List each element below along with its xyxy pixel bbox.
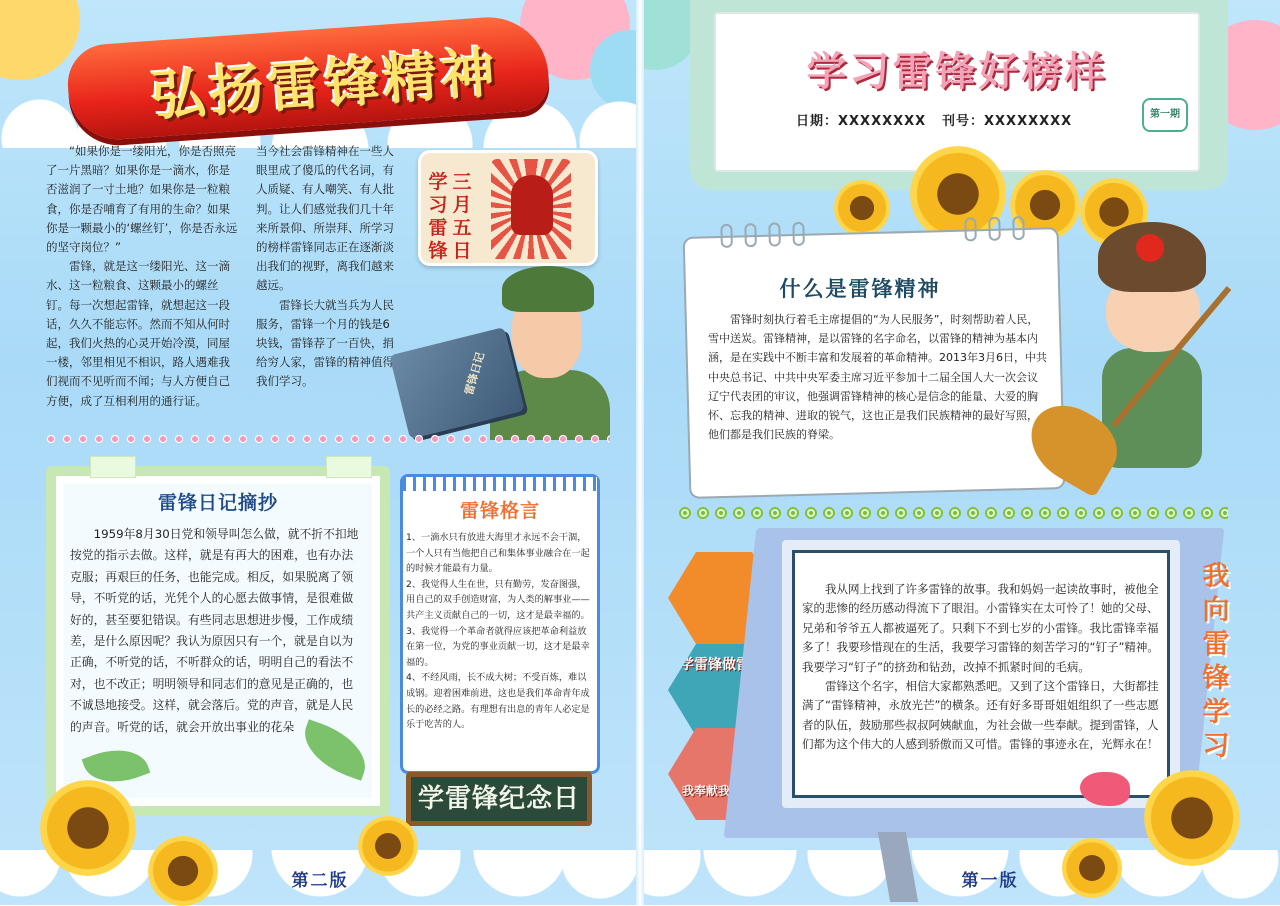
tape-decor (90, 456, 136, 478)
paragraph: 雷锋，就是这一缕阳光、这一滴水、这一粒粮食、这颗最小的螺丝钉。每一次想起雷锋，就想起这一段话，久久不能忘怀。然而不知从何时起，我们火热的心灵开始冷漠，同屋一楼，邻里相见不相识，路人遇难我们视而不见听而不闻；与人方便自己方便，成了互相利用的通行证。 (46, 257, 240, 411)
paragraph: 我从网上找到了许多雷锋的故事。我和妈妈一起读故事时，被他全家的悲惨的经历感动得流下了眼泪。小雷锋实在太可怜了！她的父母、兄弟和爷爷五人都被逼死了。只剩下不到七岁的小雷锋。我比雷锋幸福多了！我要珍惜现在的生活，我要学习雷锋的刻苦学习的“钉子”精神。我要学习“钉子”的挤劲和钻劲，改掉不抓紧时间的毛病。 (802, 580, 1164, 677)
issue-label: 刊号：XXXXXXXX (942, 110, 1072, 129)
sunflower-icon (148, 836, 218, 906)
paragraph: 雷锋时刻执行着毛主席提倡的“为人民服务”，时刻帮助着人民，雪中送炭。雷锋精神，是以雷锋的名字命名，以雷锋的精神为基本内涵，是在实践中不断丰富和发展着的革命精神。2013年3月6日，中共中央总书记、中共中央军委主席习近平参加十二届全国人大一次会议辽宁代表团的审议，他强调雷锋精神的核心是信念的能量、大爱的胸怀、忘我的精神、进取的锐气，这也正是我们民族精神的最好写照，他们都是我们民族的脊梁。 (708, 310, 1048, 444)
flower-divider (44, 432, 610, 446)
motto-title: 雷锋格言 (404, 496, 596, 523)
hex-label: 我奉献我快乐 (682, 782, 754, 799)
diary-text (70, 524, 360, 738)
intro-column-2 (256, 142, 400, 392)
sunflower-icon (40, 780, 136, 876)
issue-badge: 第一期 (1142, 98, 1188, 132)
motto-list (406, 530, 594, 733)
page-label-left: 第二版 (250, 866, 390, 891)
stamp-text-1: 学习雷锋 (427, 171, 449, 263)
tape-decor (326, 456, 372, 478)
hex-label: 学雷锋做雷锋 (680, 654, 764, 674)
what-is-text (708, 310, 1048, 444)
banner-title: 弘扬雷锋精神 (93, 26, 557, 135)
commemoration-chalkboard: 学雷锋纪念日 (406, 772, 592, 826)
spiral-binding (403, 477, 597, 491)
red-star-icon (1136, 234, 1164, 262)
date-label: 日期：XXXXXXXX (796, 110, 926, 129)
paragraph: 1959年8月30日党和领导叫怎么做，就不折不扣地按党的指示去做。这样，就是有再大的困难，也有办法克服；再艰巨的任务，也能完成。相反，如果脱离了领导，不听党的话，光凭个人的心愿去做事情，是很难做好的，甚至要犯错误。有些同志思想进步慢，工作成绩差，是什么原因呢？我认为原因只有一个，就是自以为正确，不听党的话，不听群众的话，明明自己的看法不对，也不改正；明明领导和同志们的意见是正确的，也不诚恳地接受。这样，就会落后。党的声音，就是人民的声音。听党的话，就会开放出事业的花朵 (70, 524, 360, 738)
paragraph: “如果你是一缕阳光，你是否照亮了一片黑暗？如果你是一滴水，你是否滋润了一寸土地？如果你是一粒粮食，你是否哺育了有用的生命？如果你是一颗最小的‘螺丝钉’，你是否永远的坚守岗位？” (46, 142, 240, 257)
heart-decor-icon (1080, 772, 1130, 806)
motto-item: 4、不经风雨，长不成大树；不受百炼，难以成钢。迎着困难前进，这也是我们革命青年成长的必经之路。有理想有出息的青年人必定是乐于吃苦的人。 (406, 670, 594, 732)
book-title: 雷锋日记 (460, 350, 488, 397)
paragraph: 当今社会雷锋精神在一些人眼里成了傻瓜的代名词，有人质疑、有人嘲笑、有人批判。让人们感觉我们几十年来所景仰、所崇拜、所学习的榜样雷锋同志正在逐渐淡出我们的视野，离我们越来越远。 (256, 142, 400, 296)
main-title: 学习雷锋好榜样 (714, 40, 1200, 97)
motto-item: 3、我觉得一个革命者就得应该把革命利益放在第一位，为党的事业贡献一切，这才是最幸福的。 (406, 624, 594, 671)
march-fifth-stamp (418, 150, 598, 266)
motto-item: 2、我觉得人生在世，只有勤劳，发奋图强，用自己的双手创造财富，为人类的解事业——共产主义贡献自己的一切，这才是最幸福的。 (406, 577, 594, 624)
motto-item: 1、一滴水只有放进大海里才永远不会干涸，一个人只有当他把自己和集体事业融合在一起的时候才能最有力量。 (406, 530, 594, 577)
paragraph: 雷锋这个名字，相信大家都熟悉吧。又到了这个雷锋日，大街都挂满了“雷锋精神，永放光芒”的横条。还有好多哥哥姐姐组织了一些志愿者的队伍，鼓励那些叔叔阿姨献血，为社会做一些奉献。提到雷锋，人们都为这个伟大的人感到骄傲而又可惜。雷锋的事迹永在，光辉永在！ (802, 677, 1164, 755)
decor-bubble (0, 0, 80, 80)
diary-title: 雷锋日记摘抄 (62, 488, 374, 515)
sunflower-icon (1144, 770, 1240, 866)
page-label-right: 第一版 (920, 866, 1060, 891)
stamp-text-2: 三月五日 (451, 171, 473, 263)
story-text (802, 580, 1164, 755)
intro-column-1 (46, 142, 240, 411)
page-gutter (636, 0, 644, 905)
paragraph: 雷锋长大就当兵为人民服务，雷锋一个月的钱是6块钱，雷锋荐了一百快，捐给穷人家，雷锋的精神值得我们学习。 (256, 296, 400, 392)
vertical-title: 我向雷锋学习 (1196, 560, 1236, 764)
sunflower-icon (1062, 838, 1122, 898)
what-is-title: 什么是雷锋精神 (760, 273, 960, 303)
portrait-icon (511, 175, 553, 235)
swirl-divider (676, 504, 1228, 522)
sunflower-icon (834, 180, 890, 236)
